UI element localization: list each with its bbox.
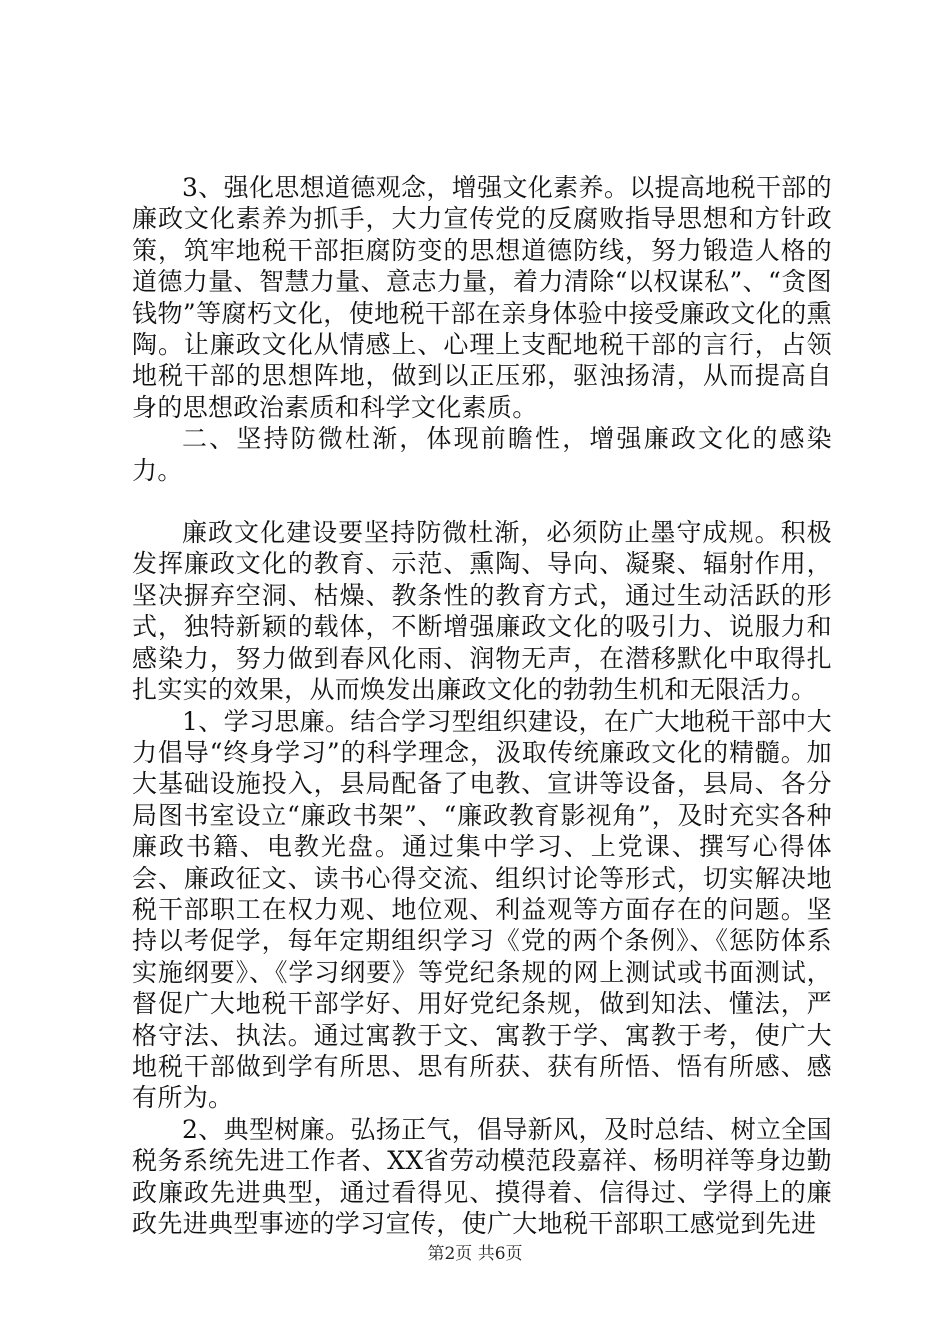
- paragraph-model-integrity: 2、典型树廉。弘扬正气，倡导新风，及时总结、树立全国税务系统先进工作者、XX省劳动模范段嘉祥、杨明祥等身边勤政廉政先进典型，通过看得见、摸得着、信得过、学得上的廉政先进典型事迹的学习宣传，使广大地税干部职工感觉到先进: [132, 1114, 833, 1238]
- paragraph-culture-literacy: 3、强化思想道德观念，增强文化素养。以提高地税干部的廉政文化素养为抓手，大力宣传党的反腐败指导思想和方针政策，筑牢地税干部拒腐防变的思想道德防线，努力锻造人格的道德力量、智慧力量、意志力量，着力清除“以权谋私”、“贪图钱物”等腐朽文化，使地税干部在亲身体验中接受廉政文化的熏陶。让廉政文化从情感上、心理上支配地税干部的言行，占领地税干部的思想阵地，做到以正压邪，驱浊扬清，从而提高自身的思想政治素质和科学文化素质。: [132, 173, 833, 422]
- paragraph-spacer: [132, 486, 832, 517]
- paragraph-section-intro: 廉政文化建设要坚持防微杜渐，必须防止墨守成规。积极发挥廉政文化的教育、示范、熏陶、导向、凝聚、辐射作用，坚决摒弃空洞、枯燥、教条性的教育方式，通过生动活跃的形式，独特新颖的载体，不断增强廉政文化的吸引力、说服力和感染力，努力做到春风化雨、润物无声，在潜移默化中取得扎扎实实的效果，从而焕发出廉政文化的勃勃生机和无限活力。: [132, 518, 832, 705]
- document-body: [132, 172, 832, 1239]
- paragraph-study-integrity: 1、学习思廉。结合学习型组织建设，在广大地税干部中大力倡导“终身学习”的科学理念，汲取传统廉政文化的精髓。加大基础设施投入，县局配备了电教、宣讲等设备，县局、各分局图书室设立“廉政书架”、“廉政教育影视角”，及时充实各种廉政书籍、电教光盘。通过集中学习、上党课、撰写心得体会、廉政征文、读书心得交流、组织讨论等形式，切实解决地税干部职工在权力观、地位观、利益观等方面存在的问题。坚持以考促学，每年定期组织学习《党的两个条例》、《惩防体系实施纲要》、《学习纲要》等党纪条规的网上测试或书面测试，督促广大地税干部学好、用好党纪条规，做到知法、懂法，严格守法、执法。通过寓教于文、寓教于学、寓教于考，使广大地税干部做到学有所思、思有所获、获有所悟、悟有所感、感有所为。: [132, 706, 833, 1113]
- page-footer: 第2页 共6页: [427, 1244, 523, 1264]
- section-heading-two: 二、坚持防微杜渐，体现前瞻性，增强廉政文化的感染力。: [132, 424, 832, 485]
